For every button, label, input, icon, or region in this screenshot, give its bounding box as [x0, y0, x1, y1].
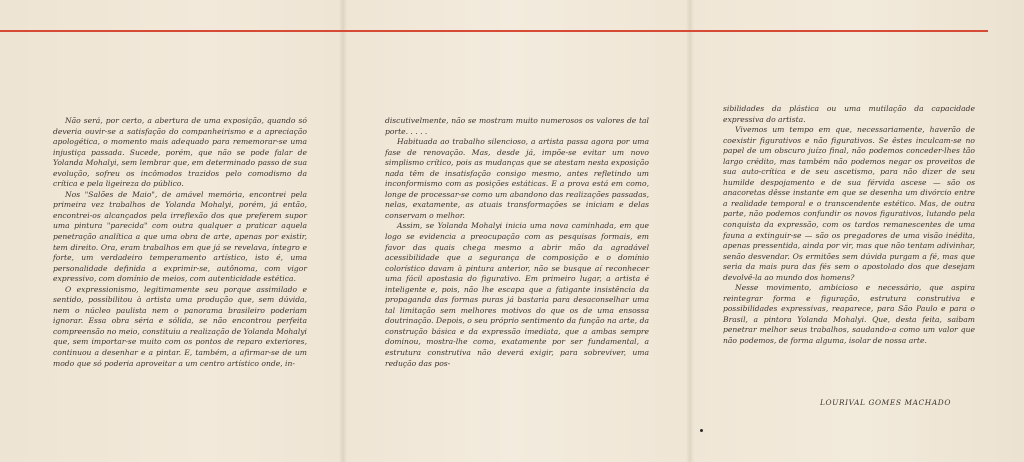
author-signature: LOURIVAL GOMES MACHADO: [820, 398, 951, 407]
text-column-middle: [385, 116, 649, 369]
fold-crease-left: [339, 0, 347, 462]
text-column-left: [53, 116, 307, 369]
paragraph: Habituada ao trabalho silencioso, a artista passa agora por uma fase de renovação. Mas, desde já, impõe-se evitar um novo simplismo crítico, pois as mudanças que se atestam nesta exposição nada têm de insatisfação consigo mesmo, antes refletindo um inconformismo com as posições estáticas. E a prova está em como, longe de processar-se como um abandono das realizações passadas, nelas, exatamente, as atuais transformações se iniciam e delas conservam o melhor.: [385, 137, 649, 220]
paragraph: O expressionismo, legitimamente seu porque assimilado e sentido, possibilitou à artista uma produção que, sem dúvida, nem o núcleo paulista nem o panorama brasileiro poderiam ignorar. Essa obra séria e sólida, se não encontrou perfeita compreensão no meio, constituiu a realização de Yolanda Mohalyi que, sem importar-se muito com os pontos de reparo exteriores, continuou a desenhar e a pintar. E, também, a afirmar-se de um modo que só poderia aproveitar a um centro artístico onde, in-: [53, 284, 307, 368]
text-column-right: [723, 104, 975, 347]
red-header-rule: [0, 30, 988, 32]
fold-crease-right: [686, 0, 694, 462]
paragraph: Vivemos um tempo em que, necessariamente, haverão de coexistir figurativos e não figurativos. Se êstes inculcam-se no papel de um obscuro juízo final, não podemos conceder-lhes tão largo crédito, mas também não podemos negar os proveitos de sua auto-crítica e de seu ascetismo, para não dizer de seu humilde despojamento e de sua férvida ascese — são os anacoretas dêsse instante em que se desenha um divórcio entre a realidade temporal e o transcendente estético. Mas, de outra parte, não podemos confundir os novos figurativos, lutando pela conquista da expressão, com os tardos remanescentes de uma fauna a extinguir-se — são os pregadores de uma visão inédita, apenas pressentida, ainda por vir, mas que não tentam adivinhar, senão desvendar. Os ermitões sem dúvida purgam a fé, mas que seria da mais pura das fés sem o apostolado dos que desejam devolvê-la ao mundo dos homens?: [723, 125, 975, 282]
paragraph: Não será, por certo, a abertura de uma exposição, quando só deveria ouvir-se a satisfação do companheirismo e a apreciação apologética, o momento mais adequado para rememorar-se uma injustiça passada. Sucede, porém, que não se pode falar de Yolanda Mohalyi, sem lembrar que, em determinado passo de sua evolução, sofreu os incômodos trazidos pelo comodismo da crítica e pela ligeireza do público.: [53, 116, 307, 189]
paragraph: Nos "Salões de Maio", de amável memória, encontrei pela primeira vez trabalhos de Yolanda Mohalyi, porém, já então, encontrei-os alcançados pela irreflexão dos que preferem supor uma pintura "parecida" com outra qualquer a praticar aquela penetração analítica a que uma obra de arte, apenas por existir, tem direito. Ora, eram trabalhos em que já se revelava, íntegro e forte, um verdadeiro temperamento artístico, isto é, uma personalidade definida a exprimir-se, autônoma, com vigor expressivo, com domínio de meios, com autenticidade estética.: [53, 189, 307, 284]
paragraph: discutivelmente, não se mostram muito numerosos os valores de tal porte. . . . .: [385, 116, 649, 136]
paragraph: Nesse movimento, ambicioso e necessário, que aspira reintegrar forma e figuração, estrutura construtiva e possibilidades expressivas, reaparece, para São Paulo e para o Brasil, a pintora Yolanda Mohalyi. Que, desta feita, saibam penetrar melhor seus trabalhos, saudando-a como um valor que não podemos, de forma alguma, isolar de nossa arte.: [723, 283, 975, 346]
paragraph: Assim, se Yolanda Mohalyi inicia uma nova caminhada, em que logo se evidencia a preocupação com as pesquisas formais, em favor das quais chega mesmo a abrir mão da agradável acessibilidade que a segurança de composição e o domínio colorístico davam à pintura anterior, não se busque aí reconhecer uma fácil apostasia do figurativo. Em primeiro lugar, a artista é inteligente e, pois, não lhe escapa que a fatigante insistência da propaganda das formas puras já bastaria para desaconselhar uma tal limitação sem melhores motivos do que os de uma ensossa doutrinação. Depois, o seu próprio sentimento da função na arte, da construção básica e da expressão imediata, que a ambas sempre dominou, mostra-lhe como, exatamente por ser fundamental, a estrutura construtiva não deverá exigir, para sobreviver, uma redução das pos-: [385, 221, 649, 368]
ink-dot: [700, 429, 703, 432]
paragraph: sibilidades da plástica ou uma mutilação da capacidade expressiva do artista.: [723, 104, 975, 124]
